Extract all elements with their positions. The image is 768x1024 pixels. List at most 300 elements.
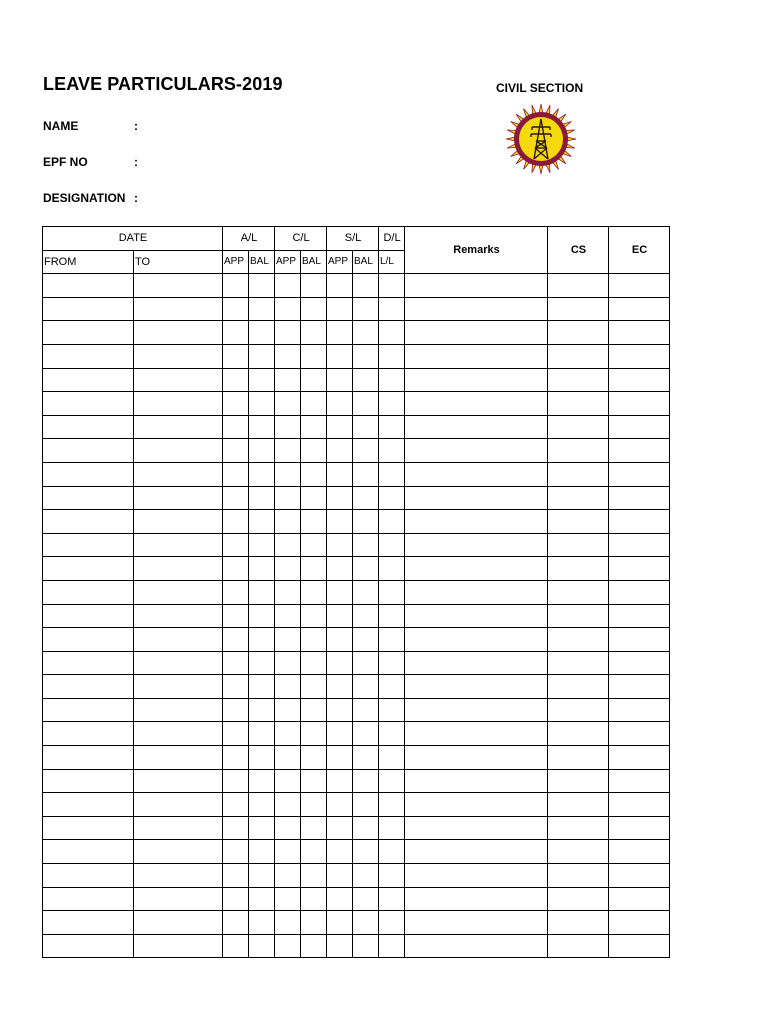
table-cell[interactable] <box>353 651 379 675</box>
table-cell[interactable] <box>379 439 405 463</box>
table-cell[interactable] <box>405 486 548 510</box>
table-cell[interactable] <box>353 934 379 958</box>
table-cell[interactable] <box>223 722 249 746</box>
table-cell[interactable] <box>353 628 379 652</box>
table-cell[interactable] <box>301 368 327 392</box>
table-cell[interactable] <box>249 746 275 770</box>
table-cell[interactable] <box>223 415 249 439</box>
table-cell[interactable] <box>223 628 249 652</box>
table-cell[interactable] <box>249 368 275 392</box>
table-cell[interactable] <box>223 698 249 722</box>
table-cell[interactable] <box>275 675 301 699</box>
table-cell[interactable] <box>327 462 353 486</box>
table-cell[interactable] <box>327 887 353 911</box>
table-cell[interactable] <box>353 533 379 557</box>
table-cell[interactable] <box>379 580 405 604</box>
table-cell[interactable] <box>134 934 223 958</box>
table-cell[interactable] <box>249 533 275 557</box>
table-cell[interactable] <box>43 368 134 392</box>
table-cell[interactable] <box>548 887 609 911</box>
table-cell[interactable] <box>327 344 353 368</box>
table-cell[interactable] <box>43 297 134 321</box>
table-cell[interactable] <box>327 486 353 510</box>
table-cell[interactable] <box>301 934 327 958</box>
table-cell[interactable] <box>609 274 670 298</box>
table-cell[interactable] <box>609 321 670 345</box>
table-cell[interactable] <box>327 675 353 699</box>
table-cell[interactable] <box>223 840 249 864</box>
table-cell[interactable] <box>405 816 548 840</box>
table-cell[interactable] <box>353 793 379 817</box>
table-cell[interactable] <box>43 415 134 439</box>
table-cell[interactable] <box>249 769 275 793</box>
table-cell[interactable] <box>223 769 249 793</box>
table-cell[interactable] <box>405 675 548 699</box>
table-cell[interactable] <box>223 510 249 534</box>
table-cell[interactable] <box>223 486 249 510</box>
table-cell[interactable] <box>275 580 301 604</box>
table-cell[interactable] <box>548 675 609 699</box>
table-cell[interactable] <box>379 510 405 534</box>
table-cell[interactable] <box>379 769 405 793</box>
table-cell[interactable] <box>379 628 405 652</box>
table-cell[interactable] <box>43 439 134 463</box>
table-cell[interactable] <box>249 415 275 439</box>
table-cell[interactable] <box>548 533 609 557</box>
table-cell[interactable] <box>327 557 353 581</box>
table-cell[interactable] <box>353 368 379 392</box>
table-cell[interactable] <box>223 816 249 840</box>
table-cell[interactable] <box>249 297 275 321</box>
table-cell[interactable] <box>43 816 134 840</box>
table-cell[interactable] <box>405 274 548 298</box>
table-cell[interactable] <box>275 392 301 416</box>
table-cell[interactable] <box>609 934 670 958</box>
table-cell[interactable] <box>223 368 249 392</box>
table-cell[interactable] <box>379 415 405 439</box>
table-cell[interactable] <box>327 651 353 675</box>
table-cell[interactable] <box>134 887 223 911</box>
table-cell[interactable] <box>548 934 609 958</box>
table-cell[interactable] <box>249 510 275 534</box>
table-cell[interactable] <box>301 911 327 935</box>
table-cell[interactable] <box>134 297 223 321</box>
table-cell[interactable] <box>548 698 609 722</box>
table-cell[interactable] <box>134 321 223 345</box>
table-cell[interactable] <box>275 486 301 510</box>
table-cell[interactable] <box>379 392 405 416</box>
table-cell[interactable] <box>301 840 327 864</box>
table-cell[interactable] <box>379 486 405 510</box>
table-cell[interactable] <box>379 934 405 958</box>
table-cell[interactable] <box>548 439 609 463</box>
table-cell[interactable] <box>405 580 548 604</box>
table-cell[interactable] <box>327 274 353 298</box>
table-cell[interactable] <box>301 439 327 463</box>
table-cell[interactable] <box>327 911 353 935</box>
table-cell[interactable] <box>548 911 609 935</box>
table-cell[interactable] <box>353 887 379 911</box>
table-cell[interactable] <box>301 628 327 652</box>
table-cell[interactable] <box>223 675 249 699</box>
table-cell[interactable] <box>379 722 405 746</box>
table-cell[interactable] <box>548 392 609 416</box>
table-cell[interactable] <box>405 321 548 345</box>
table-cell[interactable] <box>405 722 548 746</box>
table-cell[interactable] <box>301 297 327 321</box>
table-cell[interactable] <box>548 864 609 888</box>
table-cell[interactable] <box>353 510 379 534</box>
table-cell[interactable] <box>609 793 670 817</box>
table-cell[interactable] <box>275 462 301 486</box>
table-cell[interactable] <box>223 580 249 604</box>
table-cell[interactable] <box>609 675 670 699</box>
table-cell[interactable] <box>327 533 353 557</box>
table-cell[interactable] <box>301 557 327 581</box>
table-cell[interactable] <box>379 816 405 840</box>
table-cell[interactable] <box>301 746 327 770</box>
table-cell[interactable] <box>301 274 327 298</box>
table-cell[interactable] <box>353 274 379 298</box>
table-cell[interactable] <box>43 486 134 510</box>
table-cell[interactable] <box>249 274 275 298</box>
table-cell[interactable] <box>609 816 670 840</box>
table-cell[interactable] <box>43 793 134 817</box>
table-cell[interactable] <box>609 628 670 652</box>
table-cell[interactable] <box>134 793 223 817</box>
table-cell[interactable] <box>609 344 670 368</box>
table-cell[interactable] <box>353 344 379 368</box>
table-cell[interactable] <box>548 462 609 486</box>
table-cell[interactable] <box>275 934 301 958</box>
table-cell[interactable] <box>43 651 134 675</box>
table-cell[interactable] <box>301 864 327 888</box>
table-cell[interactable] <box>405 651 548 675</box>
table-cell[interactable] <box>223 297 249 321</box>
table-cell[interactable] <box>43 722 134 746</box>
table-cell[interactable] <box>353 297 379 321</box>
table-cell[interactable] <box>379 746 405 770</box>
table-cell[interactable] <box>301 769 327 793</box>
table-cell[interactable] <box>379 321 405 345</box>
table-cell[interactable] <box>353 864 379 888</box>
table-cell[interactable] <box>405 510 548 534</box>
table-cell[interactable] <box>379 368 405 392</box>
table-cell[interactable] <box>609 392 670 416</box>
table-cell[interactable] <box>134 698 223 722</box>
table-cell[interactable] <box>609 769 670 793</box>
table-cell[interactable] <box>275 510 301 534</box>
table-cell[interactable] <box>609 722 670 746</box>
table-cell[interactable] <box>327 840 353 864</box>
table-cell[interactable] <box>275 297 301 321</box>
table-cell[interactable] <box>548 793 609 817</box>
table-cell[interactable] <box>134 769 223 793</box>
table-cell[interactable] <box>249 651 275 675</box>
table-cell[interactable] <box>275 769 301 793</box>
table-cell[interactable] <box>301 698 327 722</box>
table-cell[interactable] <box>43 462 134 486</box>
table-cell[interactable] <box>353 462 379 486</box>
table-cell[interactable] <box>275 533 301 557</box>
table-cell[interactable] <box>249 816 275 840</box>
table-cell[interactable] <box>249 887 275 911</box>
table-cell[interactable] <box>43 580 134 604</box>
table-cell[interactable] <box>223 392 249 416</box>
table-cell[interactable] <box>327 392 353 416</box>
table-cell[interactable] <box>609 297 670 321</box>
table-cell[interactable] <box>327 793 353 817</box>
table-cell[interactable] <box>223 934 249 958</box>
table-cell[interactable] <box>249 321 275 345</box>
table-cell[interactable] <box>405 864 548 888</box>
table-cell[interactable] <box>275 864 301 888</box>
table-cell[interactable] <box>379 533 405 557</box>
table-cell[interactable] <box>353 415 379 439</box>
table-cell[interactable] <box>379 604 405 628</box>
table-cell[interactable] <box>134 392 223 416</box>
table-cell[interactable] <box>249 486 275 510</box>
table-cell[interactable] <box>134 746 223 770</box>
table-cell[interactable] <box>353 816 379 840</box>
table-cell[interactable] <box>405 297 548 321</box>
table-cell[interactable] <box>379 274 405 298</box>
table-cell[interactable] <box>353 698 379 722</box>
table-cell[interactable] <box>275 274 301 298</box>
table-cell[interactable] <box>134 580 223 604</box>
table-cell[interactable] <box>405 887 548 911</box>
table-cell[interactable] <box>223 864 249 888</box>
table-cell[interactable] <box>223 439 249 463</box>
table-cell[interactable] <box>134 274 223 298</box>
table-cell[interactable] <box>353 840 379 864</box>
table-cell[interactable] <box>249 439 275 463</box>
table-cell[interactable] <box>43 698 134 722</box>
table-cell[interactable] <box>301 722 327 746</box>
table-cell[interactable] <box>134 557 223 581</box>
table-cell[interactable] <box>223 651 249 675</box>
table-cell[interactable] <box>249 698 275 722</box>
table-cell[interactable] <box>43 557 134 581</box>
table-cell[interactable] <box>275 651 301 675</box>
table-cell[interactable] <box>223 321 249 345</box>
table-cell[interactable] <box>223 274 249 298</box>
table-cell[interactable] <box>405 392 548 416</box>
table-cell[interactable] <box>301 321 327 345</box>
table-cell[interactable] <box>275 722 301 746</box>
table-cell[interactable] <box>405 344 548 368</box>
table-cell[interactable] <box>249 793 275 817</box>
table-cell[interactable] <box>548 722 609 746</box>
table-cell[interactable] <box>43 840 134 864</box>
table-cell[interactable] <box>275 368 301 392</box>
table-cell[interactable] <box>301 651 327 675</box>
table-cell[interactable] <box>548 321 609 345</box>
table-cell[interactable] <box>609 887 670 911</box>
table-cell[interactable] <box>134 486 223 510</box>
table-cell[interactable] <box>134 533 223 557</box>
table-cell[interactable] <box>327 628 353 652</box>
table-cell[interactable] <box>249 604 275 628</box>
table-cell[interactable] <box>327 580 353 604</box>
table-cell[interactable] <box>134 911 223 935</box>
table-cell[interactable] <box>223 462 249 486</box>
table-cell[interactable] <box>275 344 301 368</box>
table-cell[interactable] <box>353 746 379 770</box>
table-cell[interactable] <box>223 557 249 581</box>
table-cell[interactable] <box>134 510 223 534</box>
table-cell[interactable] <box>301 675 327 699</box>
table-cell[interactable] <box>327 297 353 321</box>
table-cell[interactable] <box>134 368 223 392</box>
table-cell[interactable] <box>405 368 548 392</box>
table-cell[interactable] <box>548 840 609 864</box>
table-cell[interactable] <box>405 769 548 793</box>
table-cell[interactable] <box>353 392 379 416</box>
table-cell[interactable] <box>43 746 134 770</box>
table-cell[interactable] <box>43 533 134 557</box>
table-cell[interactable] <box>379 297 405 321</box>
table-cell[interactable] <box>327 321 353 345</box>
table-cell[interactable] <box>609 439 670 463</box>
table-cell[interactable] <box>275 557 301 581</box>
table-cell[interactable] <box>609 580 670 604</box>
table-cell[interactable] <box>405 533 548 557</box>
table-cell[interactable] <box>223 533 249 557</box>
table-cell[interactable] <box>134 462 223 486</box>
table-cell[interactable] <box>134 439 223 463</box>
table-cell[interactable] <box>405 415 548 439</box>
table-cell[interactable] <box>405 604 548 628</box>
table-cell[interactable] <box>223 344 249 368</box>
table-cell[interactable] <box>548 510 609 534</box>
table-cell[interactable] <box>609 415 670 439</box>
table-cell[interactable] <box>379 344 405 368</box>
table-cell[interactable] <box>134 628 223 652</box>
table-cell[interactable] <box>134 722 223 746</box>
table-cell[interactable] <box>353 604 379 628</box>
table-cell[interactable] <box>301 816 327 840</box>
table-cell[interactable] <box>223 793 249 817</box>
table-cell[interactable] <box>301 462 327 486</box>
table-cell[interactable] <box>405 934 548 958</box>
table-cell[interactable] <box>548 769 609 793</box>
table-cell[interactable] <box>327 934 353 958</box>
table-cell[interactable] <box>379 698 405 722</box>
table-cell[interactable] <box>405 746 548 770</box>
table-cell[interactable] <box>134 651 223 675</box>
table-cell[interactable] <box>43 321 134 345</box>
table-cell[interactable] <box>548 651 609 675</box>
table-cell[interactable] <box>353 321 379 345</box>
table-cell[interactable] <box>43 344 134 368</box>
table-cell[interactable] <box>43 274 134 298</box>
table-cell[interactable] <box>249 911 275 935</box>
table-cell[interactable] <box>405 793 548 817</box>
table-cell[interactable] <box>379 557 405 581</box>
table-cell[interactable] <box>609 557 670 581</box>
table-cell[interactable] <box>275 321 301 345</box>
table-cell[interactable] <box>275 415 301 439</box>
table-cell[interactable] <box>405 557 548 581</box>
table-cell[interactable] <box>327 746 353 770</box>
table-cell[interactable] <box>327 415 353 439</box>
table-cell[interactable] <box>609 604 670 628</box>
table-cell[interactable] <box>249 934 275 958</box>
table-cell[interactable] <box>327 864 353 888</box>
table-cell[interactable] <box>548 344 609 368</box>
table-cell[interactable] <box>379 911 405 935</box>
table-cell[interactable] <box>609 486 670 510</box>
table-cell[interactable] <box>353 675 379 699</box>
table-cell[interactable] <box>609 368 670 392</box>
table-cell[interactable] <box>609 651 670 675</box>
table-cell[interactable] <box>301 580 327 604</box>
table-cell[interactable] <box>223 746 249 770</box>
table-cell[interactable] <box>249 462 275 486</box>
table-cell[interactable] <box>548 297 609 321</box>
table-cell[interactable] <box>548 628 609 652</box>
table-cell[interactable] <box>548 274 609 298</box>
table-cell[interactable] <box>43 628 134 652</box>
table-cell[interactable] <box>275 698 301 722</box>
table-cell[interactable] <box>405 698 548 722</box>
table-cell[interactable] <box>275 746 301 770</box>
table-cell[interactable] <box>548 415 609 439</box>
table-cell[interactable] <box>379 462 405 486</box>
table-cell[interactable] <box>301 793 327 817</box>
table-cell[interactable] <box>327 604 353 628</box>
table-cell[interactable] <box>43 392 134 416</box>
table-cell[interactable] <box>134 816 223 840</box>
table-cell[interactable] <box>353 486 379 510</box>
table-cell[interactable] <box>379 651 405 675</box>
table-cell[interactable] <box>275 887 301 911</box>
table-cell[interactable] <box>353 769 379 793</box>
table-cell[interactable] <box>548 816 609 840</box>
table-cell[interactable] <box>275 604 301 628</box>
table-cell[interactable] <box>353 580 379 604</box>
table-cell[interactable] <box>275 911 301 935</box>
table-cell[interactable] <box>249 675 275 699</box>
table-cell[interactable] <box>609 698 670 722</box>
table-cell[interactable] <box>327 816 353 840</box>
table-cell[interactable] <box>548 746 609 770</box>
table-cell[interactable] <box>134 864 223 888</box>
table-cell[interactable] <box>134 415 223 439</box>
table-cell[interactable] <box>249 557 275 581</box>
table-cell[interactable] <box>134 675 223 699</box>
table-cell[interactable] <box>379 675 405 699</box>
table-cell[interactable] <box>249 722 275 746</box>
table-cell[interactable] <box>609 840 670 864</box>
table-cell[interactable] <box>548 604 609 628</box>
table-cell[interactable] <box>43 864 134 888</box>
table-cell[interactable] <box>275 793 301 817</box>
table-cell[interactable] <box>301 510 327 534</box>
table-cell[interactable] <box>327 368 353 392</box>
table-cell[interactable] <box>609 462 670 486</box>
table-cell[interactable] <box>379 793 405 817</box>
table-cell[interactable] <box>548 580 609 604</box>
table-cell[interactable] <box>301 486 327 510</box>
table-cell[interactable] <box>301 887 327 911</box>
table-cell[interactable] <box>609 510 670 534</box>
table-cell[interactable] <box>134 344 223 368</box>
table-cell[interactable] <box>43 675 134 699</box>
table-cell[interactable] <box>301 415 327 439</box>
table-cell[interactable] <box>275 628 301 652</box>
